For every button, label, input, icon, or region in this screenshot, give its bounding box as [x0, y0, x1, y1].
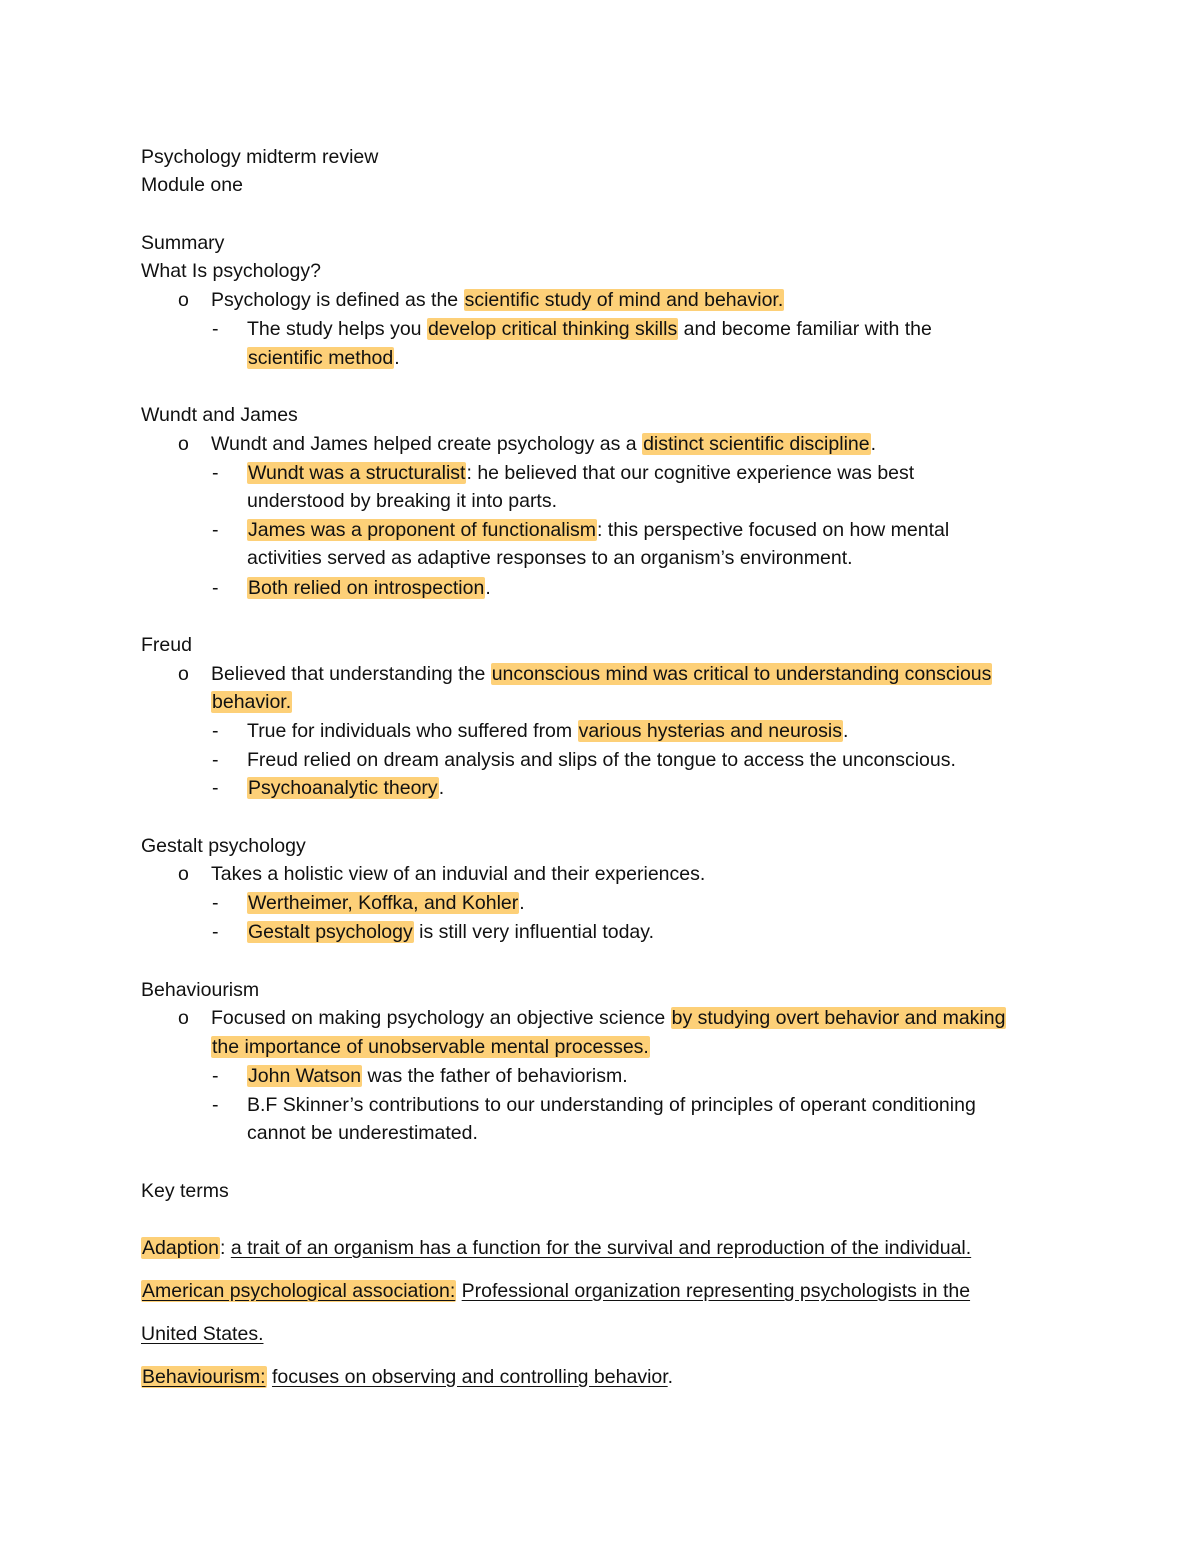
circle-bullet-icon: o [178, 433, 189, 455]
sub-bullet-text: Freud relied on dream analysis and slips of the tongue to access the unconscious. [247, 749, 956, 771]
key-term-apa: American psychological association: Professional organization representing psychologists in the [142, 1280, 971, 1302]
section-heading: Gestalt psychology [141, 835, 306, 857]
dash-bullet-icon: - [212, 749, 219, 771]
bullet-text: Takes a holistic view of an induvial and their experiences. [211, 863, 706, 885]
section-heading: Behaviourism [141, 979, 260, 1001]
document-subtitle: Module one [141, 174, 243, 196]
dash-bullet-icon: - [212, 519, 219, 541]
section-heading: Wundt and James [141, 404, 298, 426]
sub-bullet-text: The study helps you develop critical thinking skills and become familiar with the [247, 318, 932, 340]
key-term-apa-continued: United States. [141, 1323, 264, 1345]
sub-bullet-text: Wertheimer, Koffka, and Kohler. [248, 892, 525, 914]
summary-heading: Summary [141, 232, 225, 254]
dash-bullet-icon: - [212, 892, 219, 914]
dash-bullet-icon: - [212, 777, 219, 799]
bullet-text: Wundt and James helped create psychology as a distinct scientific discipline. [211, 433, 877, 455]
circle-bullet-icon: o [178, 663, 189, 685]
circle-bullet-icon: o [178, 863, 189, 885]
sub-bullet-text: True for individuals who suffered from various hysterias and neurosis. [247, 720, 849, 742]
bullet-text: behavior. [212, 691, 292, 713]
sub-bullet-text: Gestalt psychology is still very influential today. [248, 921, 655, 943]
section-heading: What Is psychology? [141, 260, 321, 282]
circle-bullet-icon: o [178, 1007, 189, 1029]
dash-bullet-icon: - [212, 462, 219, 484]
sub-bullet-text: understood by breaking it into parts. [247, 490, 558, 512]
document-title: Psychology midterm review [141, 146, 379, 168]
section-heading: Freud [141, 634, 192, 656]
bullet-text: Focused on making psychology an objective science by studying overt behavior and making [211, 1007, 1006, 1029]
dash-bullet-icon: - [212, 1065, 219, 1087]
key-term-adaption: Adaption: a trait of an organism has a function for the survival and reproduction of the individual. [142, 1237, 972, 1259]
sub-bullet-text: cannot be underestimated. [247, 1122, 478, 1144]
dash-bullet-icon: - [212, 921, 219, 943]
sub-bullet-text: Psychoanalytic theory. [248, 777, 445, 799]
sub-bullet-text: B.F Skinner’s contributions to our understanding of principles of operant conditioning [247, 1094, 976, 1116]
key-term-behaviourism: Behaviourism: focuses on observing and controlling behavior. [142, 1366, 674, 1388]
dash-bullet-icon: - [212, 577, 219, 599]
bullet-text: Believed that understanding the unconscious mind was critical to understanding conscious [211, 663, 992, 685]
dash-bullet-icon: - [212, 720, 219, 742]
sub-bullet-text: Wundt was a structuralist: he believed that our cognitive experience was best [248, 462, 915, 484]
circle-bullet-icon: o [178, 289, 189, 311]
sub-bullet-text: scientific method. [248, 347, 400, 369]
sub-bullet-text: Both relied on introspection. [248, 577, 491, 599]
bullet-text: the importance of unobservable mental processes. [212, 1036, 649, 1058]
sub-bullet-text: activities served as adaptive responses to an organism’s environment. [247, 547, 853, 569]
sub-bullet-text: John Watson was the father of behaviorism. [248, 1065, 628, 1087]
dash-bullet-icon: - [212, 318, 219, 340]
sub-bullet-text: James was a proponent of functionalism: this perspective focused on how mental [248, 519, 950, 541]
key-terms-heading: Key terms [141, 1180, 229, 1202]
dash-bullet-icon: - [212, 1094, 219, 1116]
bullet-text: Psychology is defined as the scientific study of mind and behavior. [211, 289, 784, 311]
